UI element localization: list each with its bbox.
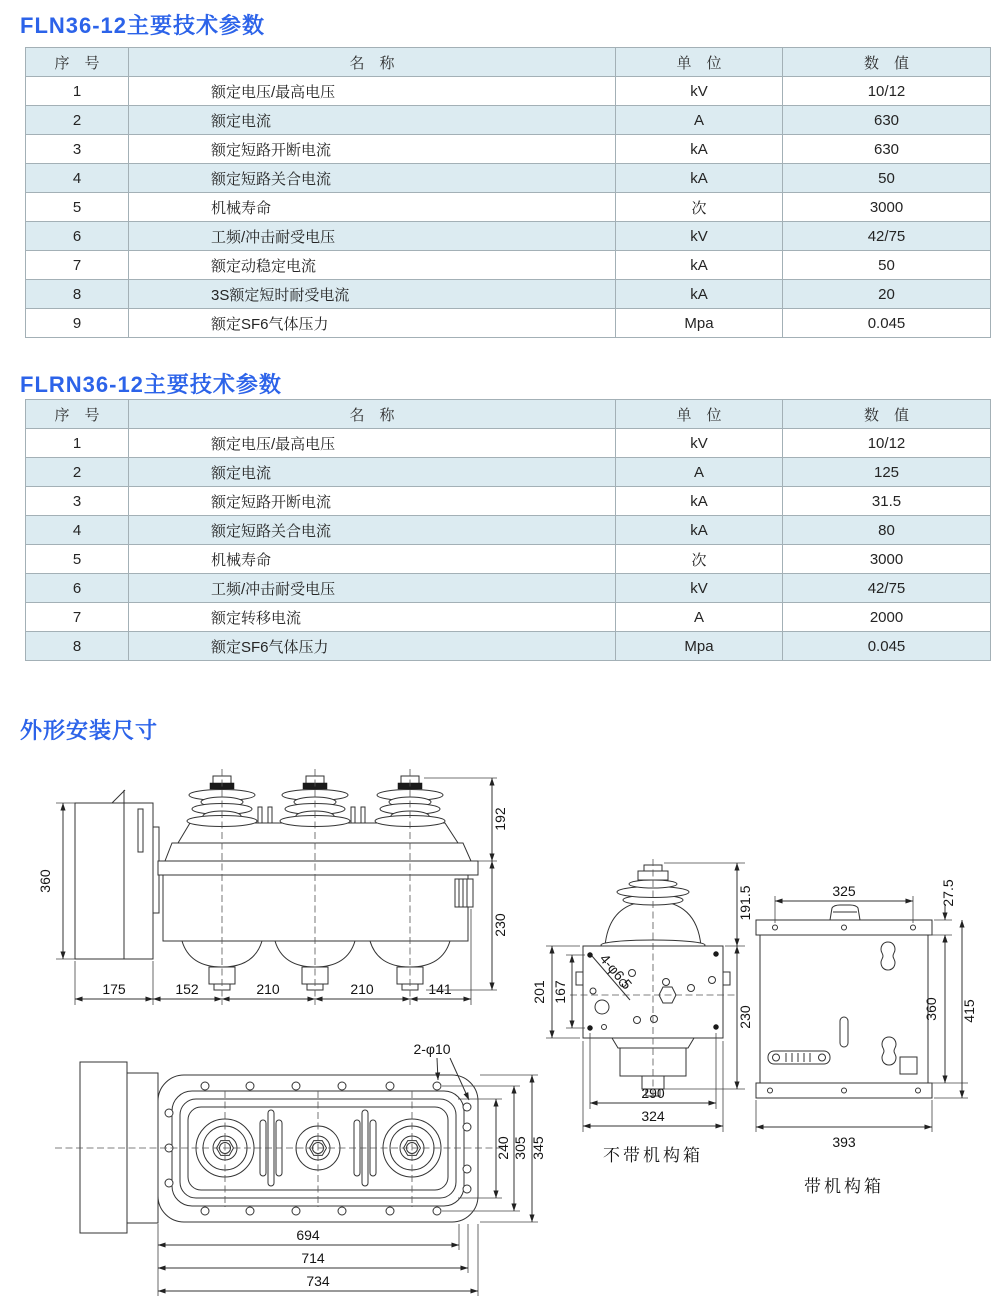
flrn36-12-parameters-table [25, 399, 991, 661]
table-header-row [26, 48, 991, 77]
table-cell: 42/75 [783, 574, 991, 603]
table-cell: 3000 [783, 545, 991, 574]
table-cell: 7 [26, 603, 129, 632]
table-cell: 50 [783, 251, 991, 280]
table-cell: 2000 [783, 603, 991, 632]
drawing-end-view [531, 859, 753, 1165]
dim-label: 27.5 [940, 879, 956, 907]
dim-label: 393 [832, 1134, 856, 1150]
table-cell: Mpa [616, 309, 783, 338]
table-cell: 次 [616, 545, 783, 574]
table-row [26, 487, 991, 516]
table-cell: 机械寿命 [129, 193, 616, 222]
table-row [26, 429, 991, 458]
table-cell: 5 [26, 545, 129, 574]
table-cell: 额定SF6气体压力 [129, 632, 616, 661]
table-cell: 额定短路关合电流 [129, 164, 616, 193]
dim-label: 192 [492, 807, 508, 831]
table-cell: 额定短路开断电流 [129, 135, 616, 164]
table-cell: kV [616, 77, 783, 106]
table-row [26, 603, 991, 632]
table-cell: kA [616, 164, 783, 193]
hole-callout: 4-φ6.5 [596, 950, 636, 993]
drawing-side-view [37, 769, 508, 1005]
dim-label: 324 [641, 1108, 665, 1124]
table-cell: kV [616, 222, 783, 251]
table-cell: kV [616, 574, 783, 603]
table-cell: A [616, 106, 783, 135]
table-row [26, 251, 991, 280]
table-cell: 8 [26, 280, 129, 309]
dim-label: 714 [301, 1250, 325, 1266]
column-header: 名 称 [129, 400, 616, 429]
column-header: 序 号 [26, 400, 129, 429]
table-row [26, 280, 991, 309]
table-cell: 额定短路关合电流 [129, 516, 616, 545]
dim-label: 305 [512, 1136, 528, 1160]
table-cell: 3 [26, 135, 129, 164]
table-cell: 额定转移电流 [129, 603, 616, 632]
table-row [26, 135, 991, 164]
column-header: 单 位 [616, 48, 783, 77]
table-cell: 7 [26, 251, 129, 280]
drawing-caption: 不带机构箱 [603, 1146, 703, 1165]
dim-label: 290 [641, 1085, 665, 1101]
dim-label: 152 [175, 981, 199, 997]
table-cell: kV [616, 429, 783, 458]
table-cell: A [616, 458, 783, 487]
table-cell: kA [616, 135, 783, 164]
dim-label: 210 [256, 981, 280, 997]
dim-label: 175 [102, 981, 126, 997]
table-cell: 0.045 [783, 632, 991, 661]
table-cell: 额定电压/最高电压 [129, 429, 616, 458]
dim-label: 694 [296, 1227, 320, 1243]
dim-label: 415 [961, 999, 977, 1023]
table-cell: 次 [616, 193, 783, 222]
table-row [26, 458, 991, 487]
table-cell: 3000 [783, 193, 991, 222]
column-header: 名 称 [129, 48, 616, 77]
table-cell: 工频/冲击耐受电压 [129, 222, 616, 251]
table-row [26, 222, 991, 251]
dim-label: 141 [428, 981, 452, 997]
table-cell: kA [616, 280, 783, 309]
table-cell: 9 [26, 309, 129, 338]
table-cell: 额定SF6气体压力 [129, 309, 616, 338]
table-cell: kA [616, 516, 783, 545]
table-cell: 额定电压/最高电压 [129, 77, 616, 106]
table-cell: 6 [26, 222, 129, 251]
table-row [26, 632, 991, 661]
table-row [26, 574, 991, 603]
dim-label: 240 [495, 1136, 511, 1160]
table-cell: 额定动稳定电流 [129, 251, 616, 280]
table-cell: 额定电流 [129, 106, 616, 135]
section2-title: FLRN36-12主要技术参数 [20, 372, 282, 397]
table-cell: 80 [783, 516, 991, 545]
dim-label: 360 [37, 869, 53, 893]
table-row [26, 77, 991, 106]
dim-label: 360 [923, 997, 939, 1021]
table-cell: 工频/冲击耐受电压 [129, 574, 616, 603]
table-row [26, 106, 991, 135]
table-cell: 630 [783, 106, 991, 135]
table-cell: 31.5 [783, 487, 991, 516]
table-row [26, 164, 991, 193]
table-row [26, 309, 991, 338]
table-cell: Mpa [616, 632, 783, 661]
table-cell: 1 [26, 77, 129, 106]
table-cell: 10/12 [783, 429, 991, 458]
section1-title: FLN36-12主要技术参数 [20, 13, 266, 38]
section3-title: 外形安装尺寸 [20, 718, 159, 743]
column-header: 单 位 [616, 400, 783, 429]
table-cell: 50 [783, 164, 991, 193]
dim-label: 734 [306, 1273, 330, 1289]
table-row [26, 545, 991, 574]
table-cell: 0.045 [783, 309, 991, 338]
table-row [26, 516, 991, 545]
table-cell: 2 [26, 458, 129, 487]
dim-label: 191.5 [737, 885, 753, 921]
table-row [26, 193, 991, 222]
table-cell: 3 [26, 487, 129, 516]
hole-callout: 2-φ10 [413, 1041, 451, 1057]
table-cell: 2 [26, 106, 129, 135]
dim-label: 345 [530, 1136, 546, 1160]
table-cell: 125 [783, 458, 991, 487]
table-cell: A [616, 603, 783, 632]
dim-label: 201 [531, 980, 547, 1004]
table-cell: 6 [26, 574, 129, 603]
dim-label: 210 [350, 981, 374, 997]
table-header-row [26, 400, 991, 429]
table-cell: 630 [783, 135, 991, 164]
fln36-12-parameters-table [25, 47, 991, 338]
table-cell: 1 [26, 429, 129, 458]
dim-label: 230 [737, 1005, 753, 1029]
dim-label: 230 [492, 913, 508, 937]
table-cell: 额定短路开断电流 [129, 487, 616, 516]
dimension-drawings [0, 755, 1000, 1300]
table-cell: 4 [26, 516, 129, 545]
drawing-mechanism-box [756, 879, 977, 1196]
column-header: 数 值 [783, 400, 991, 429]
dim-label: 325 [832, 883, 856, 899]
table-cell: 5 [26, 193, 129, 222]
drawing-top-view [55, 1041, 546, 1296]
table-cell: 3S额定短时耐受电流 [129, 280, 616, 309]
table-cell: 额定电流 [129, 458, 616, 487]
table-cell: 机械寿命 [129, 545, 616, 574]
table-cell: kA [616, 251, 783, 280]
dim-label: 167 [552, 980, 568, 1004]
table-cell: kA [616, 487, 783, 516]
table-cell: 42/75 [783, 222, 991, 251]
column-header: 数 值 [783, 48, 991, 77]
table-cell: 4 [26, 164, 129, 193]
table-cell: 20 [783, 280, 991, 309]
table-cell: 8 [26, 632, 129, 661]
table-cell: 10/12 [783, 77, 991, 106]
drawing-caption: 带机构箱 [804, 1177, 884, 1196]
column-header: 序 号 [26, 48, 129, 77]
